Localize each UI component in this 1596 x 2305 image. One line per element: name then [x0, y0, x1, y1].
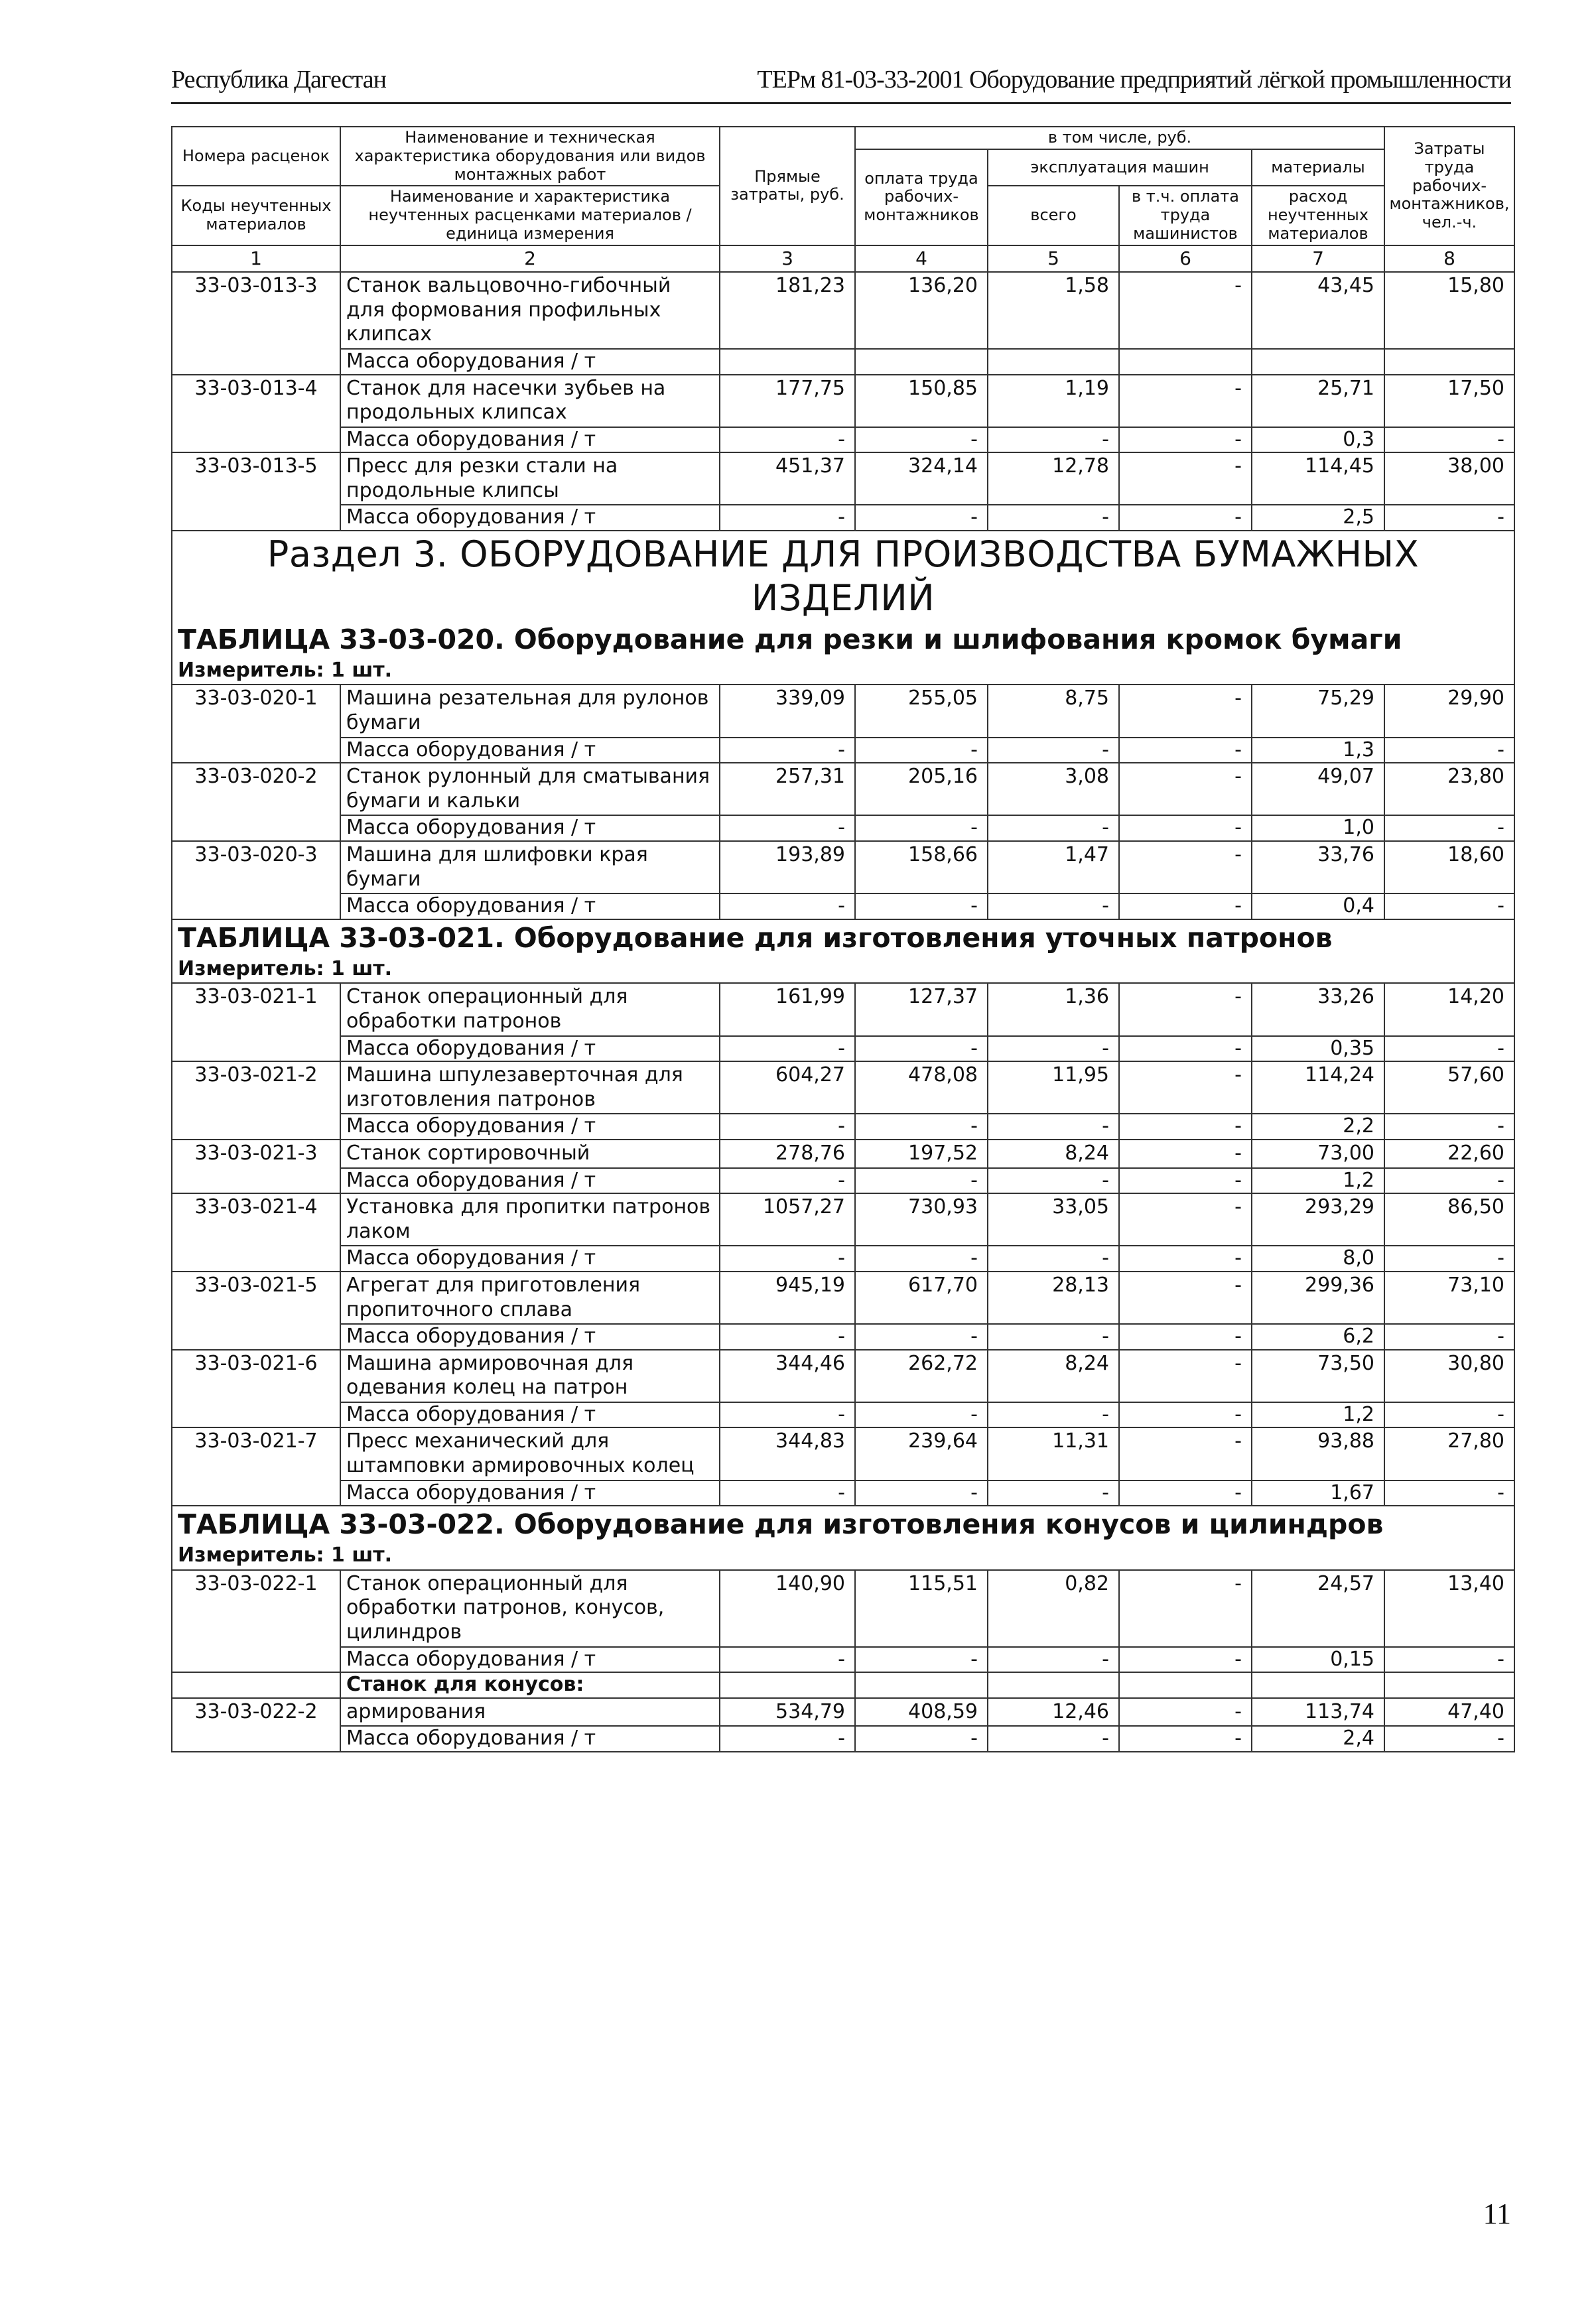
- mass-value-m8: [1384, 349, 1514, 375]
- rate-value-c7: 73,00: [1252, 1140, 1384, 1168]
- rate-value-c5: 12,78: [988, 452, 1119, 505]
- mass-label: Масса оборудования / т: [340, 505, 720, 531]
- rate-row: [172, 685, 1514, 737]
- rate-value-c8: 18,60: [1384, 841, 1514, 893]
- mass-value-m5: -: [988, 738, 1119, 763]
- rate-value-c8: 13,40: [1384, 1570, 1514, 1647]
- mass-value-m5: -: [988, 1168, 1119, 1194]
- rate-name: Пресс для резки стали на продольные клипсы: [340, 452, 720, 505]
- mass-row: [172, 1036, 1514, 1062]
- rate-value-c4: 136,20: [855, 272, 988, 349]
- mass-value-m3: -: [720, 505, 855, 531]
- rate-code: 33-03-021-3: [172, 1140, 340, 1193]
- mass-row: [172, 815, 1514, 841]
- mass-row: [172, 505, 1514, 531]
- rate-value-c6: -: [1119, 1140, 1252, 1168]
- measure-unit: Измеритель: 1 шт.: [172, 657, 1514, 685]
- mass-label: Масса оборудования / т: [340, 349, 720, 375]
- rate-value-c4: 239,64: [855, 1427, 988, 1480]
- rate-value-c7: 75,29: [1252, 685, 1384, 737]
- mass-value-m4: -: [855, 1114, 988, 1140]
- rate-value-c3: 161,99: [720, 983, 855, 1035]
- rate-code: 33-03-021-6: [172, 1350, 340, 1428]
- rate-value-c3: 193,89: [720, 841, 855, 893]
- table-title: ТАБЛИЦА 33-03-020. Оборудование для резки и шлифования кромок бумаги: [172, 622, 1514, 657]
- rate-value-c5: 1,58: [988, 272, 1119, 349]
- rate-value-c8: 17,50: [1384, 375, 1514, 427]
- subheading-spacer: [720, 1672, 855, 1698]
- rate-value-c6: -: [1119, 1570, 1252, 1647]
- mass-value-m6: -: [1119, 738, 1252, 763]
- mass-label: Масса оборудования / т: [340, 1036, 720, 1062]
- rate-name: Агрегат для приготовления пропиточного сплава: [340, 1272, 720, 1324]
- mass-value-m3: -: [720, 1324, 855, 1350]
- mass-value-m8: -: [1384, 1402, 1514, 1428]
- mass-label: Масса оборудования / т: [340, 1246, 720, 1272]
- rate-code: 33-03-021-7: [172, 1427, 340, 1506]
- mass-value-m4: -: [855, 815, 988, 841]
- rate-value-c4: 158,66: [855, 841, 988, 893]
- mass-row: [172, 1324, 1514, 1350]
- mass-row: [172, 1168, 1514, 1194]
- mass-value-m6: -: [1119, 1324, 1252, 1350]
- rate-value-c8: 86,50: [1384, 1193, 1514, 1246]
- col-number: 3: [720, 245, 855, 272]
- rate-value-c4: 115,51: [855, 1570, 988, 1647]
- col-header-name-bottom: Наименование и характеристика неучтенных расценками материалов / единица измерения: [340, 186, 720, 245]
- rate-code: 33-03-013-4: [172, 375, 340, 453]
- rate-value-c4: 205,16: [855, 763, 988, 815]
- rate-value-c7: 293,29: [1252, 1193, 1384, 1246]
- rate-value-c8: 14,20: [1384, 983, 1514, 1035]
- col-number: 8: [1384, 245, 1514, 272]
- mass-value-m5: -: [988, 1647, 1119, 1673]
- mass-value-m3: -: [720, 427, 855, 453]
- rate-value-c6: -: [1119, 685, 1252, 737]
- rate-value-c7: 93,88: [1252, 1427, 1384, 1480]
- rate-value-c3: 278,76: [720, 1140, 855, 1168]
- mass-value-m4: [855, 349, 988, 375]
- rate-value-c7: 49,07: [1252, 763, 1384, 815]
- mass-value-m3: -: [720, 1481, 855, 1506]
- rate-value-c3: 604,27: [720, 1061, 855, 1114]
- rate-value-c8: 57,60: [1384, 1061, 1514, 1114]
- mass-value-m5: -: [988, 505, 1119, 531]
- col-header-machines: эксплуатация машин: [988, 149, 1252, 186]
- mass-value-m4: -: [855, 738, 988, 763]
- rate-value-c5: 11,31: [988, 1427, 1119, 1480]
- mass-value-m8: -: [1384, 893, 1514, 919]
- rate-value-c4: 127,37: [855, 983, 988, 1035]
- mass-label: Масса оборудования / т: [340, 427, 720, 453]
- rate-value-c5: 1,36: [988, 983, 1119, 1035]
- rate-row: [172, 1193, 1514, 1246]
- rate-value-c6: -: [1119, 1427, 1252, 1480]
- mass-value-m3: -: [720, 893, 855, 919]
- mass-value-m3: -: [720, 738, 855, 763]
- mass-value-m4: -: [855, 427, 988, 453]
- rate-value-c7: 299,36: [1252, 1272, 1384, 1324]
- mass-value-m4: -: [855, 1324, 988, 1350]
- measure-unit: Измеритель: 1 шт.: [172, 1542, 1514, 1570]
- table-title: ТАБЛИЦА 33-03-022. Оборудование для изготовления конусов и цилиндров: [172, 1506, 1514, 1542]
- col-header-materials-sub: расход неучтенных материалов: [1252, 186, 1384, 245]
- rate-value-c6: -: [1119, 983, 1252, 1035]
- col-header-materials: материалы: [1252, 149, 1384, 186]
- rate-value-c5: 12,46: [988, 1698, 1119, 1727]
- table-title: ТАБЛИЦА 33-03-021. Оборудование для изготовления уточных патронов: [172, 919, 1514, 956]
- rate-value-c4: 730,93: [855, 1193, 988, 1246]
- section-title: Раздел 3. ОБОРУДОВАНИЕ ДЛЯ ПРОИЗВОДСТВА БУМАЖНЫХ ИЗДЕЛИЙ: [172, 531, 1514, 622]
- header-region: Республика Дагестан: [171, 66, 386, 94]
- col-number: 6: [1119, 245, 1252, 272]
- mass-value-m5: -: [988, 1481, 1119, 1506]
- mass-label: Масса оборудования / т: [340, 1114, 720, 1140]
- mass-value-m6: -: [1119, 505, 1252, 531]
- mass-value-m6: [1119, 349, 1252, 375]
- rate-row: [172, 1698, 1514, 1727]
- rate-value-c8: 30,80: [1384, 1350, 1514, 1402]
- mass-row: [172, 349, 1514, 375]
- mass-value-m8: -: [1384, 1726, 1514, 1752]
- rate-row: [172, 375, 1514, 427]
- rate-value-c5: 3,08: [988, 763, 1119, 815]
- rate-value-c3: 181,23: [720, 272, 855, 349]
- rate-value-c4: 324,14: [855, 452, 988, 505]
- rate-value-c3: 1057,27: [720, 1193, 855, 1246]
- mass-value-m3: -: [720, 1246, 855, 1272]
- rate-value-c3: 534,79: [720, 1698, 855, 1727]
- rate-value-c6: -: [1119, 272, 1252, 349]
- rate-value-c4: 408,59: [855, 1698, 988, 1727]
- mass-value-m5: -: [988, 427, 1119, 453]
- rate-value-c6: -: [1119, 375, 1252, 427]
- rate-code: 33-03-021-2: [172, 1061, 340, 1140]
- header-rule: [171, 102, 1511, 104]
- mass-value-m7: 1,0: [1252, 815, 1384, 841]
- rate-code: 33-03-021-1: [172, 983, 340, 1061]
- mass-value-m7: 0,15: [1252, 1647, 1384, 1673]
- rate-value-c5: 1,19: [988, 375, 1119, 427]
- rate-row: [172, 1350, 1514, 1402]
- mass-value-m6: -: [1119, 815, 1252, 841]
- rate-code: 33-03-020-1: [172, 685, 340, 763]
- rate-code: 33-03-022-2: [172, 1698, 340, 1752]
- col-header-machines-total: всего: [988, 186, 1119, 245]
- col-number: 7: [1252, 245, 1384, 272]
- subheading-spacer: [172, 1672, 340, 1698]
- rate-value-c7: 25,71: [1252, 375, 1384, 427]
- rate-value-c8: 38,00: [1384, 452, 1514, 505]
- col-number: 1: [172, 245, 340, 272]
- mass-value-m7: 2,4: [1252, 1726, 1384, 1752]
- mass-value-m3: -: [720, 1402, 855, 1428]
- mass-value-m5: -: [988, 1246, 1119, 1272]
- rate-value-c7: 33,26: [1252, 983, 1384, 1035]
- rate-value-c6: -: [1119, 841, 1252, 893]
- rate-value-c8: 29,90: [1384, 685, 1514, 737]
- mass-value-m3: [720, 349, 855, 375]
- mass-value-m3: -: [720, 1114, 855, 1140]
- rate-row: [172, 1570, 1514, 1647]
- rate-code: 33-03-021-4: [172, 1193, 340, 1272]
- mass-value-m8: -: [1384, 1036, 1514, 1062]
- mass-row: [172, 427, 1514, 453]
- mass-value-m5: -: [988, 1402, 1119, 1428]
- mass-value-m6: -: [1119, 1114, 1252, 1140]
- mass-value-m8: -: [1384, 738, 1514, 763]
- mass-value-m4: -: [855, 1647, 988, 1673]
- col-header-codes-bottom: Коды неучтенных материалов: [172, 186, 340, 245]
- rate-name: Станок сортировочный: [340, 1140, 720, 1168]
- mass-value-m8: -: [1384, 1647, 1514, 1673]
- mass-value-m5: -: [988, 1114, 1119, 1140]
- rate-row: [172, 1272, 1514, 1324]
- rate-value-c5: 28,13: [988, 1272, 1119, 1324]
- mass-value-m7: 0,35: [1252, 1036, 1384, 1062]
- rate-value-c7: 114,24: [1252, 1061, 1384, 1114]
- rate-value-c3: 945,19: [720, 1272, 855, 1324]
- mass-value-m7: 1,67: [1252, 1481, 1384, 1506]
- rate-value-c4: 262,72: [855, 1350, 988, 1402]
- page-number: 11: [1483, 2198, 1511, 2230]
- mass-value-m5: -: [988, 815, 1119, 841]
- rate-value-c6: -: [1119, 1350, 1252, 1402]
- mass-value-m6: -: [1119, 1481, 1252, 1506]
- mass-row: [172, 1647, 1514, 1673]
- rate-name: Машина шпулезаверточная для изготовления патронов: [340, 1061, 720, 1114]
- rate-value-c3: 177,75: [720, 375, 855, 427]
- rate-value-c3: 257,31: [720, 763, 855, 815]
- mass-label: Масса оборудования / т: [340, 1647, 720, 1673]
- mass-value-m5: -: [988, 1726, 1119, 1752]
- rate-value-c7: 33,76: [1252, 841, 1384, 893]
- mass-value-m3: -: [720, 1168, 855, 1194]
- mass-value-m4: -: [855, 1726, 988, 1752]
- rate-value-c8: 23,80: [1384, 763, 1514, 815]
- rate-name: Станок операционный для обработки патронов, конусов, цилиндров: [340, 1570, 720, 1647]
- subheading-spacer: [855, 1672, 988, 1698]
- col-header-machines-incl: в т.ч. оплата труда машинистов: [1119, 186, 1252, 245]
- mass-value-m4: -: [855, 505, 988, 531]
- rate-code: 33-03-021-5: [172, 1272, 340, 1350]
- rate-value-c8: 22,60: [1384, 1140, 1514, 1168]
- mass-value-m8: -: [1384, 505, 1514, 531]
- subheading-spacer: [988, 1672, 1119, 1698]
- rate-value-c5: 8,24: [988, 1140, 1119, 1168]
- col-number: 2: [340, 245, 720, 272]
- mass-value-m7: 0,4: [1252, 893, 1384, 919]
- mass-label: Масса оборудования / т: [340, 893, 720, 919]
- mass-row: [172, 1481, 1514, 1506]
- rate-value-c3: 344,46: [720, 1350, 855, 1402]
- rate-name: Машина резательная для рулонов бумаги: [340, 685, 720, 737]
- mass-value-m8: -: [1384, 1481, 1514, 1506]
- mass-value-m6: -: [1119, 893, 1252, 919]
- subheading: Станок для конусов:: [340, 1672, 720, 1698]
- rate-code: 33-03-013-3: [172, 272, 340, 374]
- mass-value-m7: 2,5: [1252, 505, 1384, 531]
- rate-value-c7: 114,45: [1252, 452, 1384, 505]
- col-header-codes-top: Номера расценок: [172, 127, 340, 186]
- rate-name: Станок операционный для обработки патронов: [340, 983, 720, 1035]
- mass-value-m4: -: [855, 1246, 988, 1272]
- mass-value-m7: [1252, 349, 1384, 375]
- rate-row: [172, 841, 1514, 893]
- measure-unit: Измеритель: 1 шт.: [172, 956, 1514, 984]
- mass-value-m6: -: [1119, 1246, 1252, 1272]
- mass-value-m4: -: [855, 1402, 988, 1428]
- rate-value-c3: 451,37: [720, 452, 855, 505]
- rate-value-c5: 8,75: [988, 685, 1119, 737]
- mass-value-m5: -: [988, 1324, 1119, 1350]
- mass-value-m6: -: [1119, 1168, 1252, 1194]
- mass-value-m7: 2,2: [1252, 1114, 1384, 1140]
- rate-value-c4: 197,52: [855, 1140, 988, 1168]
- subheading-spacer: [1252, 1672, 1384, 1698]
- rates-table: [171, 126, 1515, 1752]
- mass-value-m3: -: [720, 1726, 855, 1752]
- mass-value-m3: -: [720, 1647, 855, 1673]
- rate-value-c6: -: [1119, 1193, 1252, 1246]
- rate-row: [172, 452, 1514, 505]
- mass-value-m4: -: [855, 1481, 988, 1506]
- mass-row: [172, 1726, 1514, 1752]
- mass-value-m3: -: [720, 815, 855, 841]
- header-document-title: ТЕРм 81-03-33-2001 Оборудование предприятий лёгкой промышленности: [757, 66, 1511, 94]
- rate-value-c8: 27,80: [1384, 1427, 1514, 1480]
- mass-value-m7: 0,3: [1252, 427, 1384, 453]
- col-header-labor-cost: Затраты труда рабочих-монтажников, чел.-ч.: [1384, 127, 1514, 245]
- mass-value-m4: -: [855, 1036, 988, 1062]
- mass-value-m8: -: [1384, 1246, 1514, 1272]
- rate-value-c7: 73,50: [1252, 1350, 1384, 1402]
- rate-value-c3: 344,83: [720, 1427, 855, 1480]
- mass-value-m5: -: [988, 1036, 1119, 1062]
- rate-value-c5: 1,47: [988, 841, 1119, 893]
- mass-value-m6: -: [1119, 427, 1252, 453]
- mass-value-m3: -: [720, 1036, 855, 1062]
- rate-code: 33-03-022-1: [172, 1570, 340, 1672]
- subheading-spacer: [1119, 1672, 1252, 1698]
- rate-row: [172, 983, 1514, 1035]
- rate-value-c4: 150,85: [855, 375, 988, 427]
- rate-row: [172, 1140, 1514, 1168]
- rate-value-c4: 255,05: [855, 685, 988, 737]
- mass-label: Масса оборудования / т: [340, 815, 720, 841]
- mass-value-m7: 1,2: [1252, 1168, 1384, 1194]
- mass-row: [172, 1114, 1514, 1140]
- mass-value-m6: -: [1119, 1402, 1252, 1428]
- mass-value-m8: -: [1384, 1168, 1514, 1194]
- mass-value-m4: -: [855, 1168, 988, 1194]
- col-header-labor-pay: оплата труда рабочих-монтажников: [855, 149, 988, 245]
- col-number: 5: [988, 245, 1119, 272]
- col-header-direct: Прямые затраты, руб.: [720, 127, 855, 245]
- rate-value-c8: 47,40: [1384, 1698, 1514, 1727]
- rate-code: 33-03-020-3: [172, 841, 340, 919]
- rate-value-c6: -: [1119, 452, 1252, 505]
- mass-label: Масса оборудования / т: [340, 1402, 720, 1428]
- rate-row: [172, 1427, 1514, 1480]
- col-header-name-top: Наименование и техническая характеристика оборудования или видов монтажных работ: [340, 127, 720, 186]
- mass-value-m7: 1,2: [1252, 1402, 1384, 1428]
- mass-value-m8: -: [1384, 1324, 1514, 1350]
- mass-label: Масса оборудования / т: [340, 1726, 720, 1752]
- rate-name: Станок для насечки зубьев на продольных клипсах: [340, 375, 720, 427]
- mass-value-m7: 8,0: [1252, 1246, 1384, 1272]
- rate-code: 33-03-020-2: [172, 763, 340, 841]
- rate-value-c6: -: [1119, 763, 1252, 815]
- rate-row: [172, 763, 1514, 815]
- mass-label: Масса оборудования / т: [340, 1324, 720, 1350]
- rate-name: Машина армировочная для одевания колец на патрон: [340, 1350, 720, 1402]
- rate-value-c3: 140,90: [720, 1570, 855, 1647]
- subheading-spacer: [1384, 1672, 1514, 1698]
- rate-row: [172, 1061, 1514, 1114]
- rate-value-c6: -: [1119, 1272, 1252, 1324]
- rate-name: армирования: [340, 1698, 720, 1727]
- mass-value-m5: [988, 349, 1119, 375]
- rate-value-c6: -: [1119, 1698, 1252, 1727]
- rate-name: Пресс механический для штамповки армировочных колец: [340, 1427, 720, 1480]
- rate-name: Станок вальцовочно-гибочный для формования профильных клипсах: [340, 272, 720, 349]
- mass-row: [172, 1402, 1514, 1428]
- rate-value-c4: 478,08: [855, 1061, 988, 1114]
- col-number: 4: [855, 245, 988, 272]
- rate-value-c6: -: [1119, 1061, 1252, 1114]
- mass-row: [172, 1246, 1514, 1272]
- rate-value-c7: 24,57: [1252, 1570, 1384, 1647]
- mass-value-m8: -: [1384, 1114, 1514, 1140]
- rate-row: [172, 272, 1514, 349]
- rate-value-c7: 43,45: [1252, 272, 1384, 349]
- rate-name: Машина для шлифовки края бумаги: [340, 841, 720, 893]
- rate-value-c8: 15,80: [1384, 272, 1514, 349]
- mass-row: [172, 738, 1514, 763]
- rate-value-c3: 339,09: [720, 685, 855, 737]
- rate-value-c8: 73,10: [1384, 1272, 1514, 1324]
- mass-value-m6: -: [1119, 1726, 1252, 1752]
- mass-value-m6: -: [1119, 1647, 1252, 1673]
- rate-value-c7: 113,74: [1252, 1698, 1384, 1727]
- rate-name: Станок рулонный для сматывания бумаги и кальки: [340, 763, 720, 815]
- col-header-incl: в том числе, руб.: [855, 127, 1384, 149]
- mass-value-m6: -: [1119, 1036, 1252, 1062]
- rate-value-c5: 33,05: [988, 1193, 1119, 1246]
- mass-value-m4: -: [855, 893, 988, 919]
- mass-label: Масса оборудования / т: [340, 738, 720, 763]
- mass-row: [172, 893, 1514, 919]
- mass-value-m7: 6,2: [1252, 1324, 1384, 1350]
- rate-name: Установка для пропитки патронов лаком: [340, 1193, 720, 1246]
- mass-label: Масса оборудования / т: [340, 1481, 720, 1506]
- mass-value-m5: -: [988, 893, 1119, 919]
- mass-value-m8: -: [1384, 427, 1514, 453]
- rate-value-c5: 8,24: [988, 1350, 1119, 1402]
- rate-code: 33-03-013-5: [172, 452, 340, 531]
- rate-value-c4: 617,70: [855, 1272, 988, 1324]
- rate-value-c5: 11,95: [988, 1061, 1119, 1114]
- mass-value-m8: -: [1384, 815, 1514, 841]
- mass-label: Масса оборудования / т: [340, 1168, 720, 1194]
- mass-value-m7: 1,3: [1252, 738, 1384, 763]
- rate-value-c5: 0,82: [988, 1570, 1119, 1647]
